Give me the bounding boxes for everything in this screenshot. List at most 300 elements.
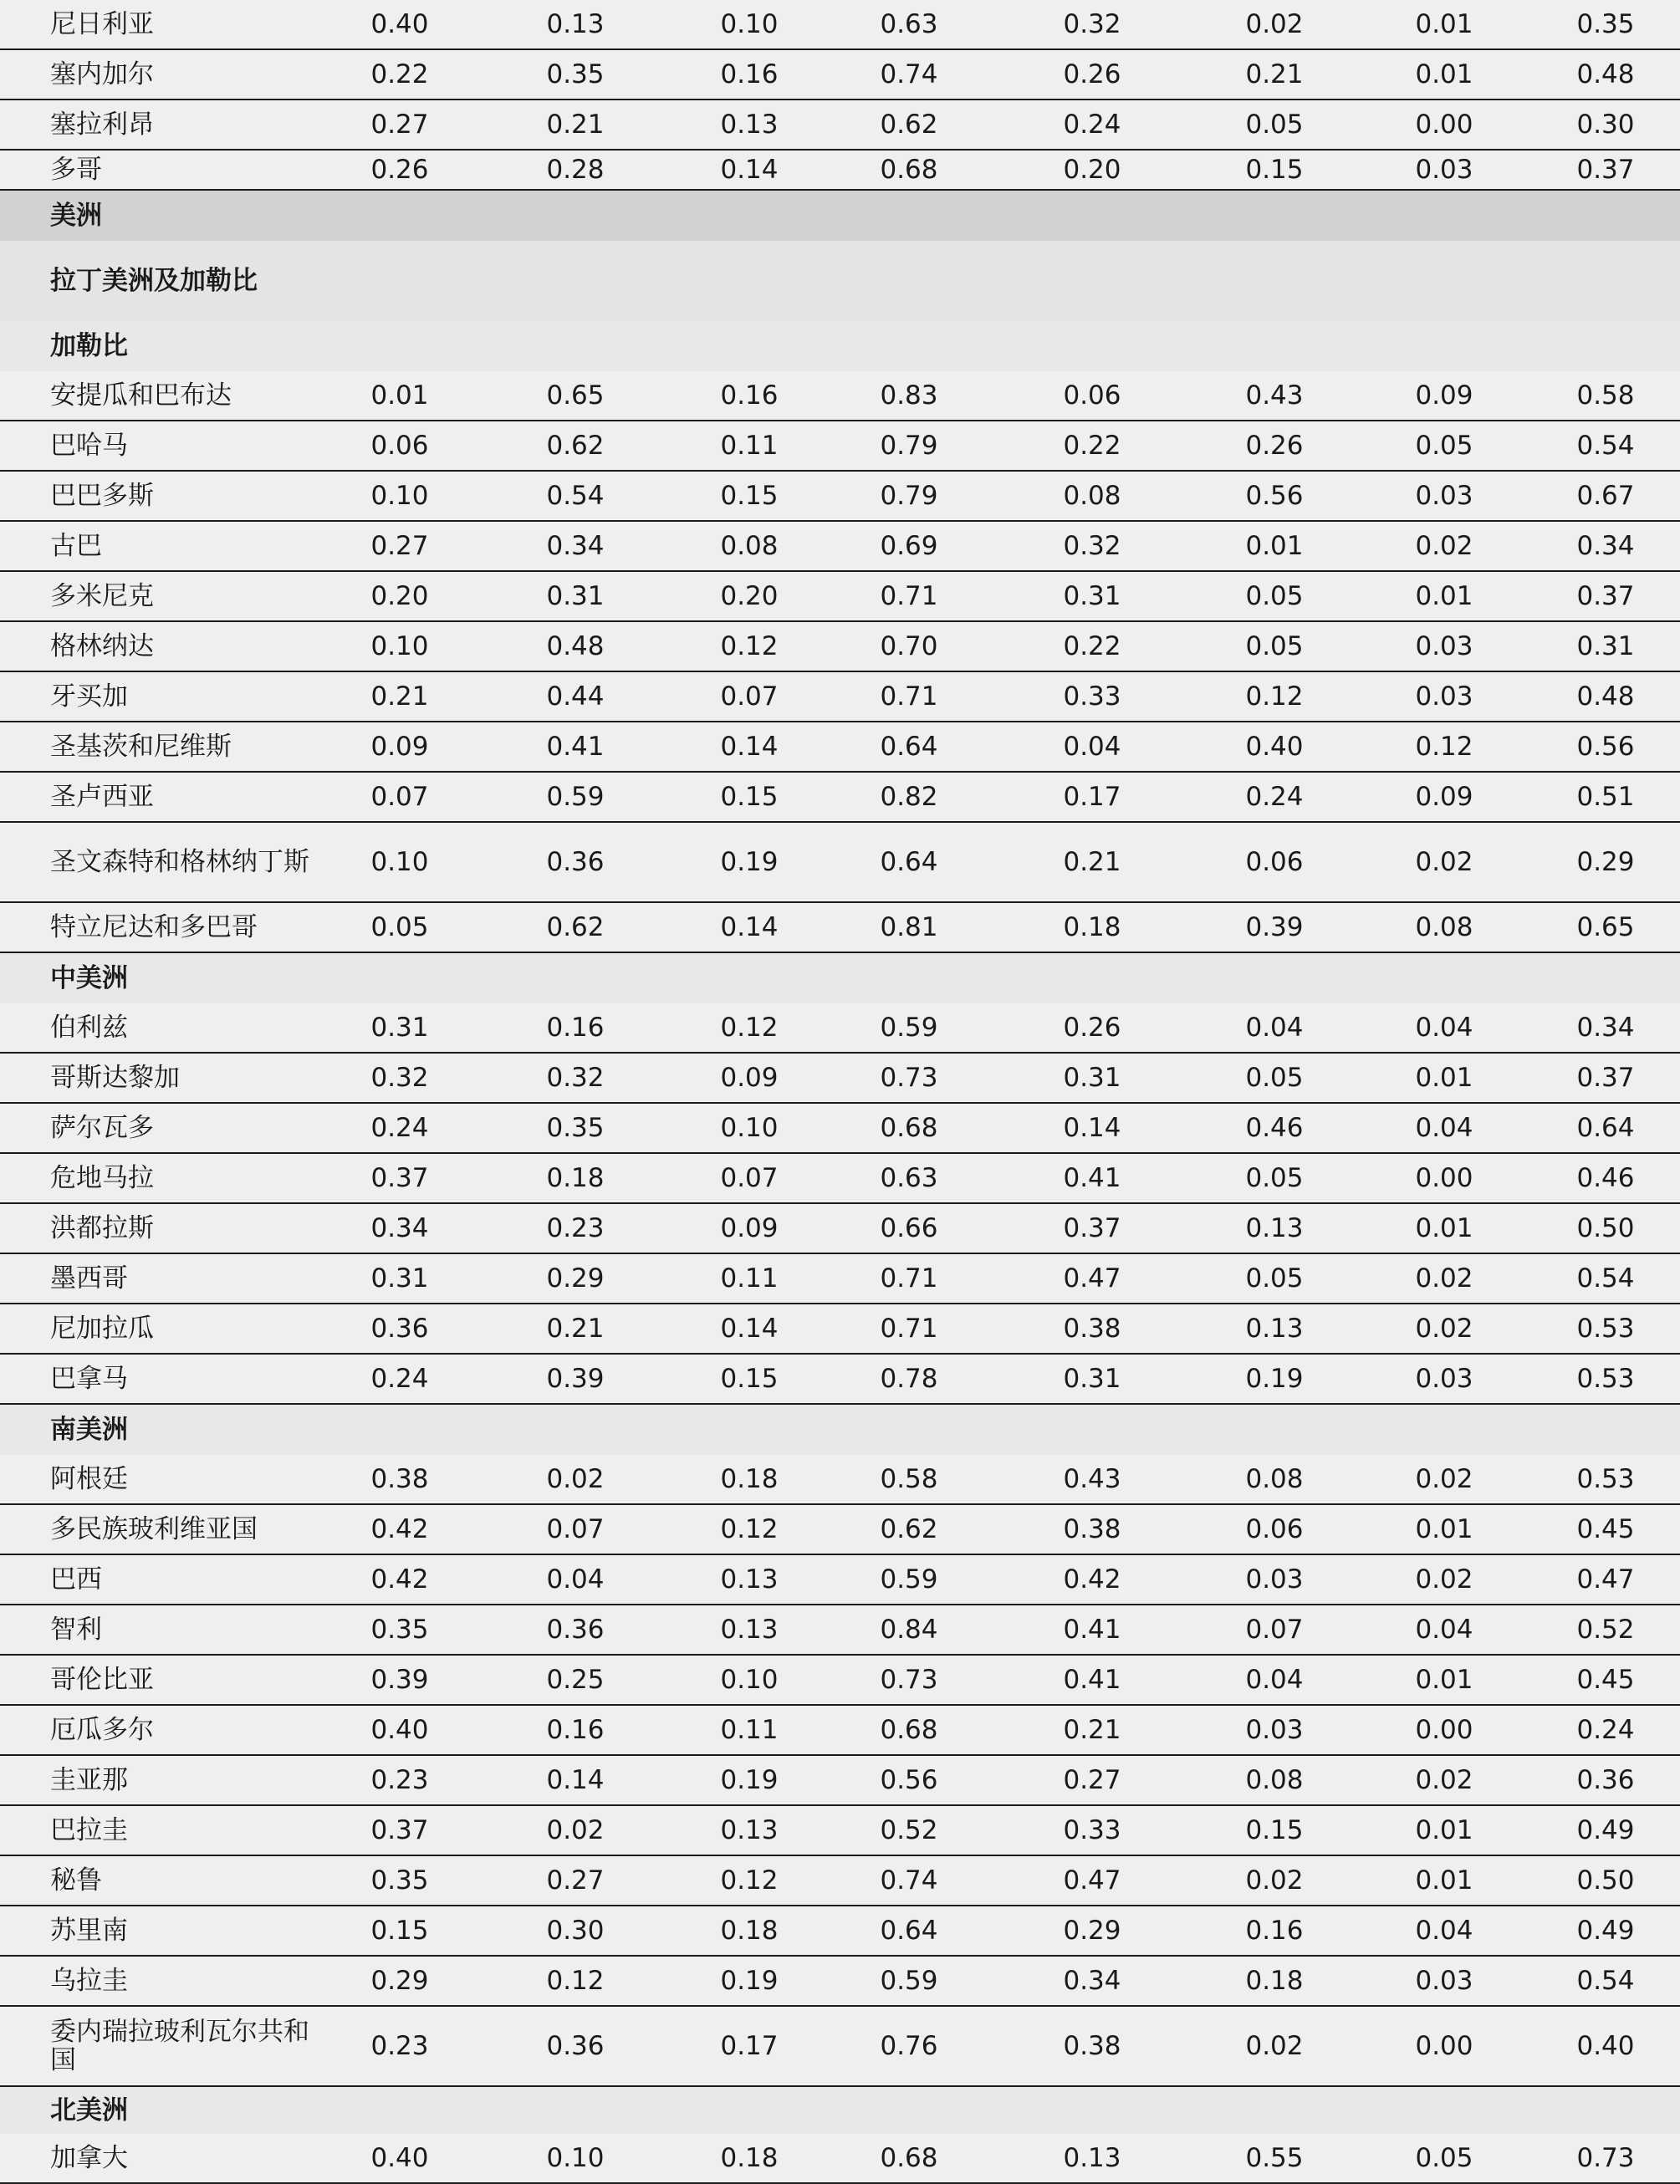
value-cell-col3: 0.11	[720, 1263, 779, 1294]
value-cell-col8: 0.54	[1576, 1966, 1635, 1996]
table-row	[0, 371, 1680, 421]
value-cell-col4: 0.56	[880, 1765, 938, 1795]
country-name: 乌拉圭	[50, 1966, 128, 1996]
value-cell-col1: 0.40	[370, 2143, 429, 2173]
country-name: 牙买加	[50, 681, 128, 712]
value-cell-col2: 0.12	[546, 1966, 605, 1996]
value-cell-col2: 0.18	[546, 1163, 605, 1193]
country-name: 伯利兹	[50, 1013, 128, 1043]
value-cell-col6: 0.39	[1245, 912, 1304, 942]
value-cell-col4: 0.59	[880, 1564, 938, 1595]
value-cell-col2: 0.36	[546, 1615, 605, 1645]
value-cell-col2: 0.21	[546, 110, 605, 140]
value-cell-col1: 0.34	[370, 1213, 429, 1243]
value-cell-col1: 0.31	[370, 1013, 429, 1043]
value-cell-col8: 0.53	[1576, 1364, 1635, 1394]
value-cell-col6: 0.21	[1245, 59, 1304, 89]
value-cell-col2: 0.34	[546, 531, 605, 561]
country-name: 巴哈马	[50, 431, 128, 461]
value-cell-col5: 0.06	[1063, 380, 1121, 411]
value-cell-col4: 0.63	[880, 9, 938, 39]
value-cell-col2: 0.13	[546, 9, 605, 39]
value-cell-col5: 0.31	[1063, 581, 1121, 611]
value-cell-col4: 0.63	[880, 1163, 938, 1193]
value-cell-col3: 0.09	[720, 1063, 779, 1093]
country-name: 多哥	[50, 155, 102, 185]
value-cell-col7: 0.00	[1415, 1163, 1473, 1193]
value-cell-col7: 0.03	[1415, 631, 1473, 661]
value-cell-col8: 0.36	[1576, 1765, 1635, 1795]
value-cell-col6: 0.05	[1245, 1163, 1304, 1193]
value-cell-col6: 0.24	[1245, 782, 1304, 812]
value-cell-col4: 0.68	[880, 1715, 938, 1745]
value-cell-col2: 0.35	[546, 59, 605, 89]
value-cell-col5: 0.47	[1063, 1263, 1121, 1294]
value-cell-col8: 0.37	[1576, 581, 1635, 611]
country-name: 哥伦比亚	[50, 1665, 154, 1695]
value-cell-col7: 0.01	[1415, 59, 1473, 89]
value-cell-col4: 0.62	[880, 1514, 938, 1544]
value-cell-col2: 0.35	[546, 1113, 605, 1143]
value-cell-col5: 0.04	[1063, 732, 1121, 762]
country-name: 圭亚那	[50, 1765, 128, 1795]
table-row	[0, 572, 1680, 622]
value-cell-col4: 0.78	[880, 1364, 938, 1394]
subregion-header-row	[0, 321, 1680, 371]
value-cell-col2: 0.36	[546, 2031, 605, 2061]
value-cell-col4: 0.73	[880, 1063, 938, 1093]
country-name: 加拿大	[50, 2143, 128, 2173]
value-cell-col6: 0.13	[1245, 1314, 1304, 1344]
value-cell-col8: 0.29	[1576, 847, 1635, 877]
value-cell-col5: 0.17	[1063, 782, 1121, 812]
value-cell-col3: 0.18	[720, 2143, 779, 2173]
value-cell-col1: 0.23	[370, 2031, 429, 2061]
value-cell-col8: 0.56	[1576, 732, 1635, 762]
value-cell-col7: 0.02	[1415, 1564, 1473, 1595]
value-cell-col7: 0.02	[1415, 1464, 1473, 1494]
value-cell-col6: 0.56	[1245, 481, 1304, 511]
value-cell-col5: 0.43	[1063, 1464, 1121, 1494]
value-cell-col3: 0.12	[720, 631, 779, 661]
value-cell-col2: 0.65	[546, 380, 605, 411]
value-cell-col2: 0.23	[546, 1213, 605, 1243]
country-name: 洪都拉斯	[50, 1213, 154, 1243]
subregion-label: 中美洲	[50, 963, 128, 993]
value-cell-col6: 0.03	[1245, 1564, 1304, 1595]
value-cell-col5: 0.32	[1063, 9, 1121, 39]
table-row	[0, 522, 1680, 572]
value-cell-col1: 0.27	[370, 110, 429, 140]
value-cell-col1: 0.40	[370, 1715, 429, 1745]
value-cell-col5: 0.21	[1063, 1715, 1121, 1745]
value-cell-col7: 0.03	[1415, 155, 1473, 185]
country-name: 巴巴多斯	[50, 481, 154, 511]
country-name: 特立尼达和多巴哥	[50, 912, 258, 942]
table-row	[0, 1505, 1680, 1555]
value-cell-col8: 0.34	[1576, 531, 1635, 561]
value-cell-col7: 0.09	[1415, 782, 1473, 812]
table-row	[0, 1154, 1680, 1204]
value-cell-col5: 0.26	[1063, 59, 1121, 89]
table-row	[0, 1957, 1680, 2007]
value-cell-col4: 0.81	[880, 912, 938, 942]
value-cell-col3: 0.14	[720, 155, 779, 185]
value-cell-col6: 0.15	[1245, 155, 1304, 185]
country-name: 萨尔瓦多	[50, 1113, 154, 1143]
value-cell-col3: 0.14	[720, 732, 779, 762]
value-cell-col2: 0.02	[546, 1815, 605, 1845]
country-name: 委内瑞拉玻利瓦尔共和国	[50, 2017, 309, 2075]
value-cell-col3: 0.13	[720, 1815, 779, 1845]
value-cell-col2: 0.04	[546, 1564, 605, 1595]
value-cell-col8: 0.30	[1576, 110, 1635, 140]
table-row	[0, 823, 1680, 903]
value-cell-col7: 0.08	[1415, 912, 1473, 942]
value-cell-col7: 0.00	[1415, 110, 1473, 140]
value-cell-col5: 0.42	[1063, 1564, 1121, 1595]
country-name: 塞拉利昂	[50, 110, 154, 140]
value-cell-col1: 0.15	[370, 1916, 429, 1946]
value-cell-col5: 0.41	[1063, 1163, 1121, 1193]
country-name: 巴拿马	[50, 1364, 128, 1394]
value-cell-col5: 0.33	[1063, 681, 1121, 712]
value-cell-col7: 0.02	[1415, 1314, 1473, 1344]
value-cell-col8: 0.45	[1576, 1514, 1635, 1544]
value-cell-col1: 0.29	[370, 1966, 429, 1996]
country-name: 格林纳达	[50, 631, 154, 661]
value-cell-col2: 0.59	[546, 782, 605, 812]
value-cell-col6: 0.06	[1245, 847, 1304, 877]
value-cell-col7: 0.03	[1415, 481, 1473, 511]
value-cell-col4: 0.64	[880, 732, 938, 762]
country-name: 阿根廷	[50, 1464, 128, 1494]
value-cell-col7: 0.01	[1415, 9, 1473, 39]
value-cell-col7: 0.01	[1415, 1865, 1473, 1896]
table-row	[0, 1455, 1680, 1505]
country-name: 厄瓜多尔	[50, 1715, 154, 1745]
table-row	[0, 1204, 1680, 1254]
value-cell-col5: 0.24	[1063, 110, 1121, 140]
value-cell-col4: 0.79	[880, 481, 938, 511]
value-cell-col3: 0.11	[720, 1715, 779, 1745]
value-cell-col6: 0.18	[1245, 1966, 1304, 1996]
value-cell-col8: 0.49	[1576, 1916, 1635, 1946]
value-cell-col1: 0.31	[370, 1263, 429, 1294]
table-row	[0, 472, 1680, 522]
value-cell-col2: 0.21	[546, 1314, 605, 1344]
country-name: 安提瓜和巴布达	[50, 380, 232, 411]
value-cell-col1: 0.20	[370, 581, 429, 611]
value-cell-col7: 0.01	[1415, 1815, 1473, 1845]
value-cell-col1: 0.36	[370, 1314, 429, 1344]
value-cell-col6: 0.13	[1245, 1213, 1304, 1243]
value-cell-col7: 0.02	[1415, 1765, 1473, 1795]
region-label: 拉丁美洲及加勒比	[50, 266, 258, 296]
value-cell-col5: 0.47	[1063, 1865, 1121, 1896]
value-cell-col3: 0.20	[720, 581, 779, 611]
value-cell-col5: 0.34	[1063, 1966, 1121, 1996]
value-cell-col3: 0.17	[720, 2031, 779, 2061]
value-cell-col1: 0.06	[370, 431, 429, 461]
value-cell-col4: 0.58	[880, 1464, 938, 1494]
value-cell-col8: 0.37	[1576, 155, 1635, 185]
table-row	[0, 1605, 1680, 1656]
value-cell-col4: 0.71	[880, 1263, 938, 1294]
value-cell-col4: 0.82	[880, 782, 938, 812]
value-cell-col7: 0.12	[1415, 732, 1473, 762]
value-cell-col6: 0.02	[1245, 9, 1304, 39]
country-name: 巴西	[50, 1564, 102, 1595]
value-cell-col5: 0.41	[1063, 1665, 1121, 1695]
value-cell-col1: 0.39	[370, 1665, 429, 1695]
value-cell-col6: 0.04	[1245, 1013, 1304, 1043]
value-cell-col5: 0.08	[1063, 481, 1121, 511]
value-cell-col6: 0.01	[1245, 531, 1304, 561]
country-name: 多民族玻利维亚国	[50, 1514, 258, 1544]
value-cell-col4: 0.64	[880, 1916, 938, 1946]
value-cell-col2: 0.31	[546, 581, 605, 611]
value-cell-col8: 0.64	[1576, 1113, 1635, 1143]
value-cell-col8: 0.49	[1576, 1815, 1635, 1845]
value-cell-col6: 0.02	[1245, 2031, 1304, 2061]
value-cell-col3: 0.12	[720, 1514, 779, 1544]
value-cell-col3: 0.16	[720, 380, 779, 411]
value-cell-col5: 0.21	[1063, 847, 1121, 877]
value-cell-col4: 0.76	[880, 2031, 938, 2061]
value-cell-col4: 0.62	[880, 110, 938, 140]
value-cell-col7: 0.01	[1415, 1514, 1473, 1544]
value-cell-col1: 0.09	[370, 732, 429, 762]
value-cell-col8: 0.65	[1576, 912, 1635, 942]
value-cell-col1: 0.26	[370, 155, 429, 185]
value-cell-col1: 0.42	[370, 1564, 429, 1595]
value-cell-col3: 0.13	[720, 1564, 779, 1595]
value-cell-col4: 0.68	[880, 1113, 938, 1143]
value-cell-col2: 0.14	[546, 1765, 605, 1795]
value-cell-col8: 0.48	[1576, 681, 1635, 712]
table-row	[0, 50, 1680, 100]
value-cell-col1: 0.01	[370, 380, 429, 411]
value-cell-col1: 0.10	[370, 847, 429, 877]
value-cell-col6: 0.07	[1245, 1615, 1304, 1645]
country-name: 尼加拉瓜	[50, 1314, 154, 1344]
value-cell-col5: 0.26	[1063, 1013, 1121, 1043]
value-cell-col7: 0.04	[1415, 1013, 1473, 1043]
value-cell-col8: 0.31	[1576, 631, 1635, 661]
value-cell-col1: 0.38	[370, 1464, 429, 1494]
value-cell-col4: 0.71	[880, 581, 938, 611]
value-cell-col4: 0.68	[880, 2143, 938, 2173]
value-cell-col4: 0.66	[880, 1213, 938, 1243]
value-cell-col8: 0.54	[1576, 431, 1635, 461]
section-label: 美洲	[50, 201, 102, 231]
value-cell-col7: 0.01	[1415, 1063, 1473, 1093]
value-cell-col4: 0.84	[880, 1615, 938, 1645]
value-cell-col7: 0.04	[1415, 1916, 1473, 1946]
value-cell-col4: 0.64	[880, 847, 938, 877]
value-cell-col8: 0.37	[1576, 1063, 1635, 1093]
value-cell-col3: 0.10	[720, 1113, 779, 1143]
value-cell-col2: 0.41	[546, 732, 605, 762]
value-cell-col3: 0.10	[720, 1665, 779, 1695]
value-cell-col3: 0.14	[720, 1314, 779, 1344]
value-cell-col8: 0.50	[1576, 1865, 1635, 1896]
value-cell-col2: 0.16	[546, 1715, 605, 1745]
value-cell-col2: 0.10	[546, 2143, 605, 2173]
value-cell-col6: 0.03	[1245, 1715, 1304, 1745]
value-cell-col6: 0.15	[1245, 1815, 1304, 1845]
table-row	[0, 1254, 1680, 1304]
value-cell-col1: 0.24	[370, 1364, 429, 1394]
value-cell-col4: 0.71	[880, 681, 938, 712]
value-cell-col6: 0.26	[1245, 431, 1304, 461]
table-row	[0, 1656, 1680, 1706]
value-cell-col3: 0.08	[720, 531, 779, 561]
table-row	[0, 1003, 1680, 1054]
value-cell-col6: 0.19	[1245, 1364, 1304, 1394]
value-cell-col5: 0.27	[1063, 1765, 1121, 1795]
value-cell-col6: 0.04	[1245, 1665, 1304, 1695]
value-cell-col1: 0.23	[370, 1765, 429, 1795]
value-cell-col3: 0.18	[720, 1916, 779, 1946]
value-cell-col2: 0.30	[546, 1916, 605, 1946]
value-cell-col6: 0.05	[1245, 581, 1304, 611]
value-cell-col1: 0.10	[370, 631, 429, 661]
value-cell-col2: 0.54	[546, 481, 605, 511]
table-row	[0, 1104, 1680, 1154]
value-cell-col4: 0.74	[880, 1865, 938, 1896]
value-cell-col3: 0.09	[720, 1213, 779, 1243]
table-row	[0, 903, 1680, 953]
value-cell-col4: 0.73	[880, 1665, 938, 1695]
table-row	[0, 100, 1680, 151]
value-cell-col8: 0.50	[1576, 1213, 1635, 1243]
country-name: 秘鲁	[50, 1865, 102, 1896]
value-cell-col4: 0.52	[880, 1815, 938, 1845]
value-cell-col1: 0.42	[370, 1514, 429, 1544]
table-row	[0, 1555, 1680, 1605]
value-cell-col7: 0.05	[1415, 431, 1473, 461]
table-row	[0, 1806, 1680, 1856]
table-row	[0, 1856, 1680, 1906]
value-cell-col8: 0.73	[1576, 2143, 1635, 2173]
country-name: 塞内加尔	[50, 59, 154, 89]
value-cell-col6: 0.06	[1245, 1514, 1304, 1544]
value-cell-col1: 0.21	[370, 681, 429, 712]
value-cell-col6: 0.46	[1245, 1113, 1304, 1143]
value-cell-col8: 0.34	[1576, 1013, 1635, 1043]
table-row	[0, 421, 1680, 472]
value-cell-col3: 0.19	[720, 847, 779, 877]
value-cell-col2: 0.25	[546, 1665, 605, 1695]
value-cell-col5: 0.13	[1063, 2143, 1121, 2173]
value-cell-col6: 0.05	[1245, 110, 1304, 140]
value-cell-col1: 0.05	[370, 912, 429, 942]
value-cell-col3: 0.10	[720, 9, 779, 39]
subregion-header-row	[0, 1405, 1680, 1455]
value-cell-col3: 0.12	[720, 1013, 779, 1043]
value-cell-col5: 0.22	[1063, 631, 1121, 661]
table-row	[0, 722, 1680, 773]
value-cell-col4: 0.59	[880, 1013, 938, 1043]
table-row	[0, 622, 1680, 672]
value-cell-col4: 0.83	[880, 380, 938, 411]
table-row	[0, 2007, 1680, 2087]
value-cell-col3: 0.16	[720, 59, 779, 89]
value-cell-col8: 0.54	[1576, 1263, 1635, 1294]
table-row	[0, 1304, 1680, 1355]
value-cell-col5: 0.38	[1063, 2031, 1121, 2061]
subregion-label: 加勒比	[50, 331, 128, 361]
value-cell-col4: 0.74	[880, 59, 938, 89]
subregion-header-row	[0, 953, 1680, 1003]
value-cell-col6: 0.12	[1245, 681, 1304, 712]
value-cell-col5: 0.32	[1063, 531, 1121, 561]
value-cell-col6: 0.43	[1245, 380, 1304, 411]
value-cell-col1: 0.24	[370, 1113, 429, 1143]
value-cell-col8: 0.48	[1576, 59, 1635, 89]
value-cell-col8: 0.51	[1576, 782, 1635, 812]
country-name: 巴拉圭	[50, 1815, 128, 1845]
country-name: 危地马拉	[50, 1163, 154, 1193]
value-cell-col1: 0.37	[370, 1815, 429, 1845]
region-header-row	[0, 241, 1680, 321]
value-cell-col8: 0.58	[1576, 380, 1635, 411]
value-cell-col7: 0.00	[1415, 2031, 1473, 2061]
country-name: 尼日利亚	[50, 9, 154, 39]
table-row	[0, 1355, 1680, 1405]
subregion-label: 南美洲	[50, 1415, 128, 1445]
value-cell-col4: 0.79	[880, 431, 938, 461]
value-cell-col4: 0.69	[880, 531, 938, 561]
value-cell-col2: 0.07	[546, 1514, 605, 1544]
value-cell-col7: 0.01	[1415, 1213, 1473, 1243]
subregion-label: 北美洲	[50, 2095, 128, 2125]
value-cell-col4: 0.59	[880, 1966, 938, 1996]
country-name: 圣卢西亚	[50, 782, 154, 812]
value-cell-col4: 0.70	[880, 631, 938, 661]
value-cell-col2: 0.29	[546, 1263, 605, 1294]
value-cell-col7: 0.05	[1415, 2143, 1473, 2173]
value-cell-col7: 0.02	[1415, 531, 1473, 561]
value-cell-col1: 0.40	[370, 9, 429, 39]
value-cell-col3: 0.07	[720, 681, 779, 712]
value-cell-col3: 0.15	[720, 1364, 779, 1394]
value-cell-col2: 0.16	[546, 1013, 605, 1043]
value-cell-col7: 0.00	[1415, 1715, 1473, 1745]
value-cell-col1: 0.22	[370, 59, 429, 89]
value-cell-col6: 0.02	[1245, 1865, 1304, 1896]
value-cell-col8: 0.47	[1576, 1564, 1635, 1595]
value-cell-col7: 0.01	[1415, 1665, 1473, 1695]
value-cell-col3: 0.15	[720, 481, 779, 511]
value-cell-col8: 0.46	[1576, 1163, 1635, 1193]
table-row	[0, 672, 1680, 722]
value-cell-col3: 0.18	[720, 1464, 779, 1494]
value-cell-col8: 0.52	[1576, 1615, 1635, 1645]
value-cell-col8: 0.53	[1576, 1464, 1635, 1494]
country-name: 圣基茨和尼维斯	[50, 732, 232, 762]
value-cell-col8: 0.24	[1576, 1715, 1635, 1745]
value-cell-col8: 0.67	[1576, 481, 1635, 511]
value-cell-col6: 0.05	[1245, 1263, 1304, 1294]
table-row	[0, 2134, 1680, 2184]
value-cell-col6: 0.40	[1245, 732, 1304, 762]
value-cell-col3: 0.12	[720, 1865, 779, 1896]
value-cell-col5: 0.31	[1063, 1364, 1121, 1394]
value-cell-col8: 0.53	[1576, 1314, 1635, 1344]
